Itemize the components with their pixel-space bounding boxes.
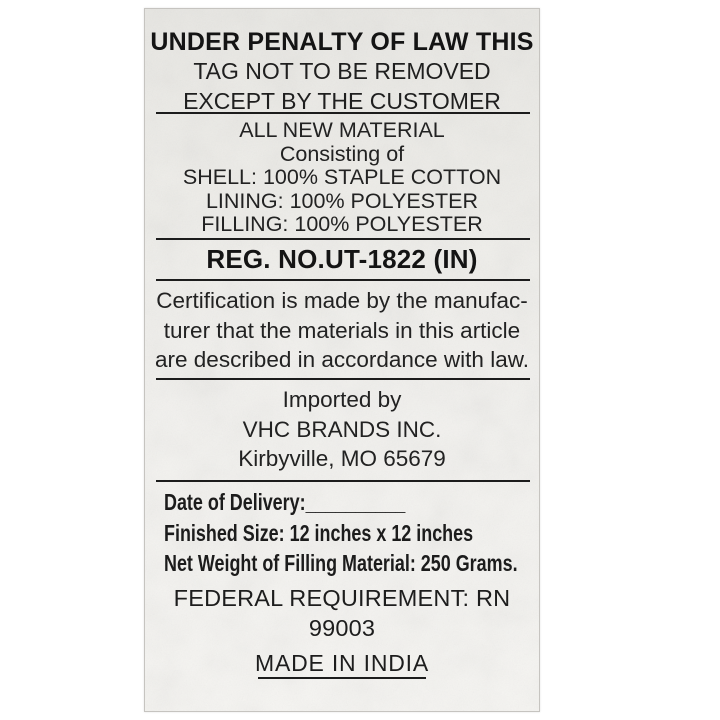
federal-requirement: FEDERAL REQUIREMENT: RN 99003: [173, 585, 511, 641]
penalty-header-section: [145, 27, 539, 116]
materials-title: ALL NEW MATERIAL: [239, 118, 445, 142]
made-in-origin: MADE IN INDIA: [255, 650, 429, 676]
certification-line-3: are described in accordance with law.: [155, 347, 529, 372]
signature-line: [258, 677, 426, 679]
registration-number: REG. NO.UT-1822 (IN): [206, 244, 478, 274]
importer-address: Kirbyville, MO 65679: [238, 446, 446, 472]
certification-line-1: Certification is made by the manufac-: [156, 288, 528, 313]
divider-2: [156, 238, 530, 240]
registration-section: [145, 245, 539, 273]
material-item-shell: SHELL: 100% STAPLE COTTON: [182, 165, 502, 189]
label-content: [145, 9, 539, 711]
certification-section: [145, 286, 539, 375]
certification-line-2: turer that the materials in this article: [163, 317, 521, 343]
divider-1: [156, 112, 530, 114]
importer-section: [145, 385, 539, 474]
penalty-line-3: EXCEPT BY THE CUSTOMER: [183, 87, 501, 114]
divider-4: [156, 378, 530, 380]
federal-section: [145, 583, 539, 678]
penalty-line-2: TAG NOT TO BE REMOVED: [193, 58, 491, 84]
net-weight: Net Weight of Filling Material: 250 Grams.: [164, 550, 518, 576]
date-of-delivery: Date of Delivery:__________: [164, 489, 406, 515]
details-section: [164, 487, 539, 579]
finished-size: Finished Size: 12 inches x 12 inches: [164, 519, 474, 546]
divider-5: [156, 480, 530, 482]
material-item-filling: FILLING: 100% POLYESTER: [201, 212, 483, 236]
material-item-lining: LINING: 100% POLYESTER: [205, 188, 479, 213]
materials-subtitle: Consisting of: [279, 141, 405, 166]
importer-name: VHC BRANDS INC.: [242, 416, 442, 442]
materials-section: [145, 119, 539, 237]
penalty-title: UNDER PENALTY OF LAW THIS: [150, 28, 534, 56]
imported-by-label: Imported by: [282, 387, 402, 412]
divider-3: [156, 279, 530, 281]
law-label-tag: [144, 8, 540, 712]
